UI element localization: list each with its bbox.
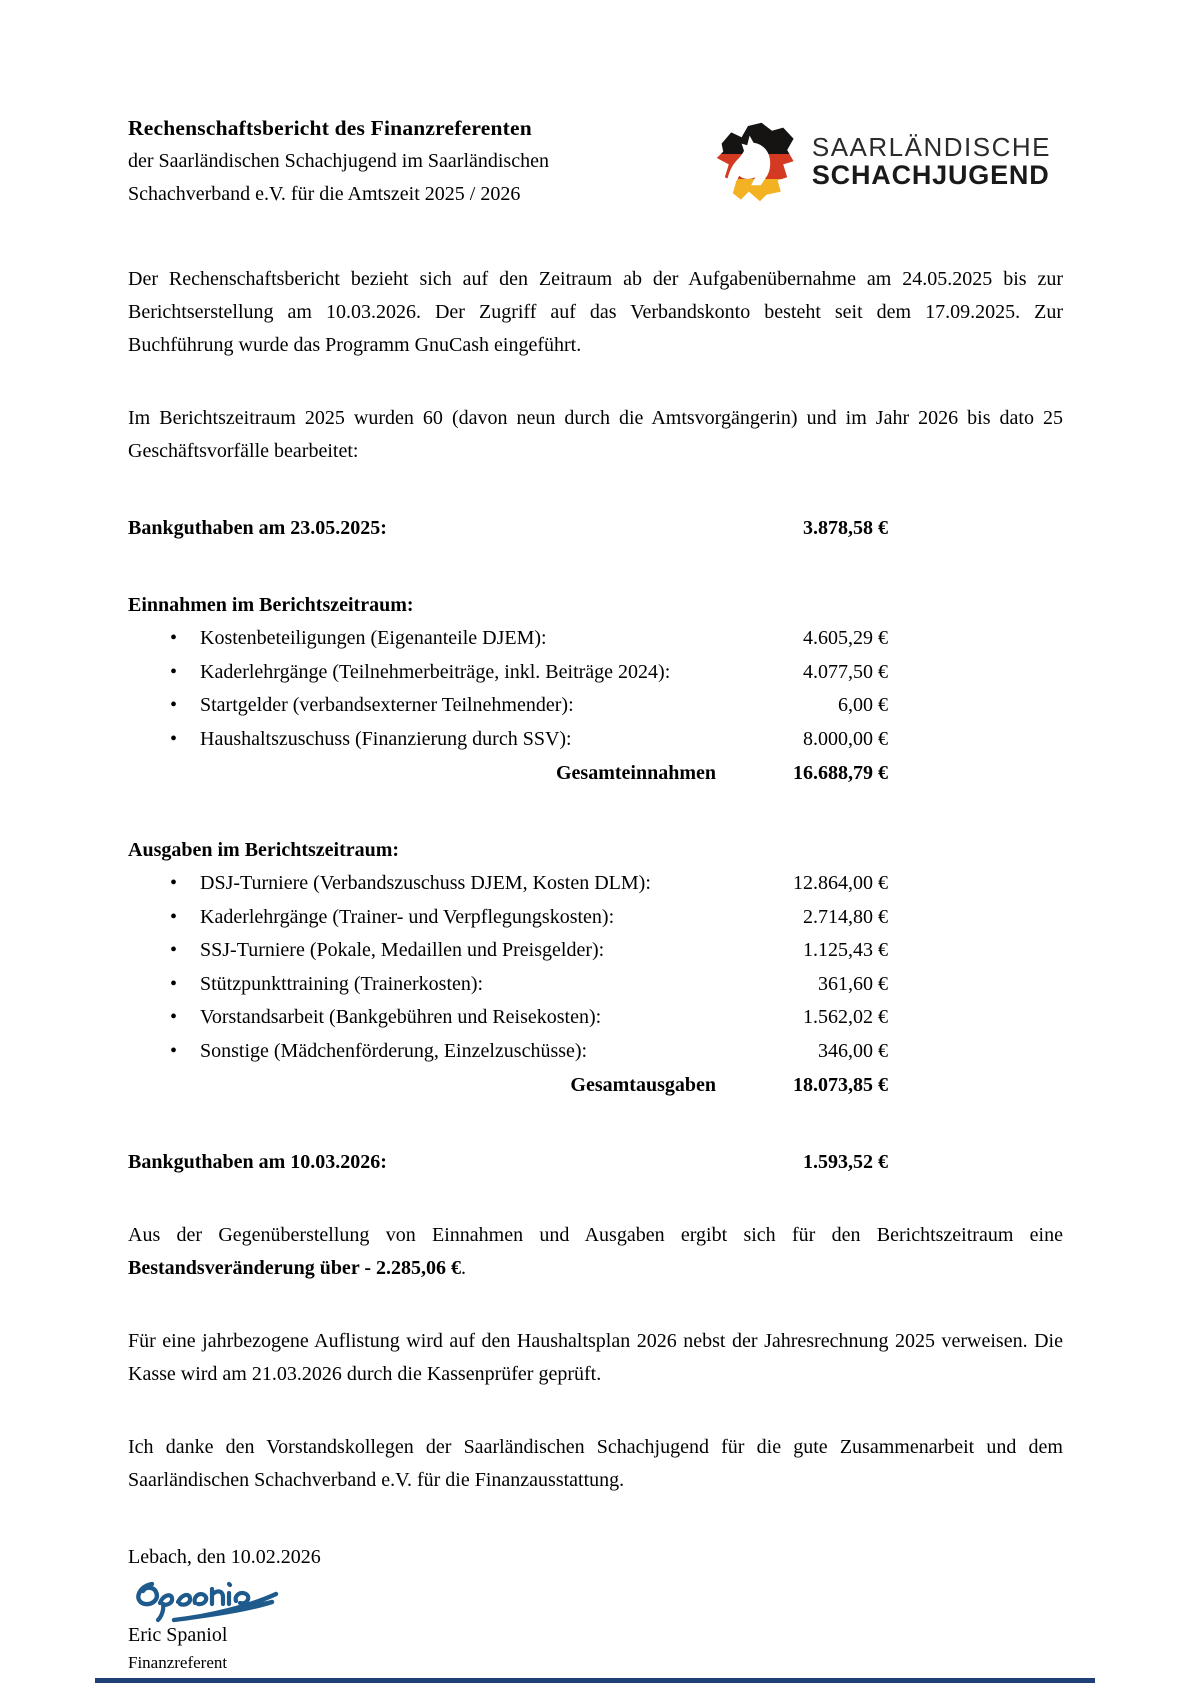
- expense-item: [128, 1001, 1063, 1035]
- expense-item-label: DSJ-Turniere (Verbandszuschuss DJEM, Kosten DLM):: [200, 872, 651, 894]
- closing-balance-amount: 1.593,52 €: [803, 1151, 888, 1173]
- expense-item-label: Stützpunkttraining (Trainerkosten):: [200, 972, 484, 995]
- expenses-total-amount: 18.073,85 €: [793, 1074, 888, 1096]
- expense-item-label: Vorstandsarbeit (Bankgebühren und Reisekosten):: [200, 1006, 602, 1028]
- income-item: [128, 689, 1063, 723]
- outlook-paragraph: Für eine jahrbezogene Auflistung wird auf den Haushaltsplan 2026 nebst der Jahresrechnung 2025 verweisen. Die Kasse wird am 21.03.2026 durch die Kassenprüfer geprüft.: [128, 1330, 1063, 1385]
- income-heading: Einnahmen im Berichtszeitraum:: [128, 594, 414, 616]
- expense-item-amount: 12.864,00 €: [793, 872, 888, 894]
- income-item-amount: 4.077,50 €: [803, 660, 888, 683]
- closing-balance-row: [128, 1146, 1063, 1179]
- report-header: [128, 112, 1063, 211]
- thanks-paragraph: Ich danke den Vorstandskollegen der Saarländischen Schachjugend für die gute Zusammenarbeit und dem Saarländischen Schachverband e.V. für die Finanzausstattung.: [128, 1436, 1063, 1491]
- expense-item-amount: 361,60 €: [818, 972, 888, 995]
- bullet-icon: [170, 901, 200, 935]
- income-item-amount: 8.000,00 €: [803, 727, 888, 750]
- income-total-amount: 16.688,79 €: [793, 762, 888, 784]
- expense-item: [128, 934, 1063, 968]
- transactions-paragraph: Im Berichtszeitraum 2025 wurden 60 (davon neun durch die Amtsvorgängerin) und im Jahr 2026 bis dato 25 Geschäftsvorfälle bearbeitet:: [128, 407, 1063, 462]
- opening-balance-amount: 3.878,58 €: [803, 517, 888, 539]
- saarland-map-knight-icon: [704, 118, 800, 206]
- org-name-line2: SCHACHJUGEND: [811, 160, 1050, 191]
- bullet-icon: [170, 968, 200, 1002]
- bullet-icon: [170, 656, 200, 690]
- income-section: [128, 589, 1063, 790]
- page-subtitle-line1: der Saarländischen Schachjugend im Saarländischen: [128, 150, 549, 172]
- expense-item-label: Sonstige (Mädchenförderung, Einzelzuschüsse):: [200, 1039, 588, 1062]
- income-item-amount: 6,00 €: [838, 694, 888, 716]
- org-logo-text: [812, 133, 1051, 190]
- income-item-label: Haushaltszuschuss (Finanzierung durch SSV):: [200, 727, 572, 750]
- expense-item-label: Kaderlehrgänge (Trainer- und Verpflegungskosten):: [200, 905, 615, 928]
- org-logo: [704, 118, 1051, 206]
- signer-role: Finanzreferent: [128, 1653, 228, 1672]
- income-item-label: Kaderlehrgänge (Teilnehmerbeiträge, inkl. Beiträge 2024):: [200, 660, 671, 683]
- signer-name: Eric Spaniol: [128, 1624, 228, 1646]
- intro-paragraph: Der Rechenschaftsbericht bezieht sich auf den Zeitraum ab der Aufgabenübernahme am 24.05.2025 bis zur Berichtserstellung am 10.03.2026. Der Zugriff auf das Verbandskonto besteht seit dem 17.09.2025. Zur Buchführung wurde das Programm GnuCash eingeführt.: [128, 268, 1063, 356]
- income-total-label: Gesamteinnahmen: [556, 762, 716, 784]
- footer-rule: [95, 1678, 1095, 1683]
- bullet-icon: [170, 723, 200, 757]
- balance-change-suffix: .: [461, 1257, 466, 1279]
- page-subtitle-line2: Schachverband e.V. für die Amtszeit 2025 / 2026: [128, 183, 521, 205]
- org-name-line1: SAARLÄNDISCHE: [811, 132, 1051, 163]
- bullet-icon: [170, 1001, 200, 1035]
- bullet-icon: [170, 689, 200, 723]
- expense-item-label: SSJ-Turniere (Pokale, Medaillen und Preisgelder):: [200, 939, 605, 961]
- expense-item: [128, 1035, 1063, 1069]
- expense-item-amount: 1.125,43 €: [803, 939, 888, 961]
- expenses-total-label: Gesamtausgaben: [570, 1074, 716, 1096]
- page-title: Rechenschaftsbericht des Finanzreferenten: [128, 116, 532, 140]
- place-date: Lebach, den 10.02.2026: [128, 1546, 321, 1568]
- expense-item-amount: 2.714,80 €: [803, 905, 888, 928]
- expense-item-amount: 1.562,02 €: [803, 1006, 888, 1028]
- expense-item: [128, 968, 1063, 1002]
- expense-item: [128, 901, 1063, 935]
- bullet-icon: [170, 934, 200, 968]
- balance-change-prefix: Aus der Gegenüberstellung von Einnahmen und Ausgaben ergibt sich für den Berichtszeitraum eine: [128, 1224, 1063, 1246]
- bullet-icon: [170, 622, 200, 656]
- expense-item-amount: 346,00 €: [818, 1039, 888, 1062]
- opening-balance-row: [128, 512, 1063, 545]
- opening-balance-label: Bankguthaben am 23.05.2025:: [128, 517, 387, 539]
- expenses-section: [128, 834, 1063, 1102]
- income-item-label: Startgelder (verbandsexterner Teilnehmender):: [200, 694, 574, 716]
- income-total-row: [128, 756, 1063, 790]
- income-item-amount: 4.605,29 €: [803, 627, 888, 649]
- expenses-heading: Ausgaben im Berichtszeitraum:: [128, 839, 400, 861]
- balance-change-paragraph: [128, 1219, 1063, 1285]
- income-item-label: Kostenbeteiligungen (Eigenanteile DJEM):: [200, 627, 547, 649]
- balance-change-bold: Bestandsveränderung über - 2.285,06 €: [128, 1257, 461, 1279]
- income-item: [128, 622, 1063, 656]
- expenses-total-row: [128, 1068, 1063, 1102]
- report-header-text: [128, 112, 549, 211]
- income-item: [128, 723, 1063, 757]
- bullet-icon: [170, 1035, 200, 1069]
- income-item: [128, 656, 1063, 690]
- closing-balance-label: Bankguthaben am 10.03.2026:: [128, 1151, 387, 1173]
- expense-item: [128, 867, 1063, 901]
- bullet-icon: [170, 867, 200, 901]
